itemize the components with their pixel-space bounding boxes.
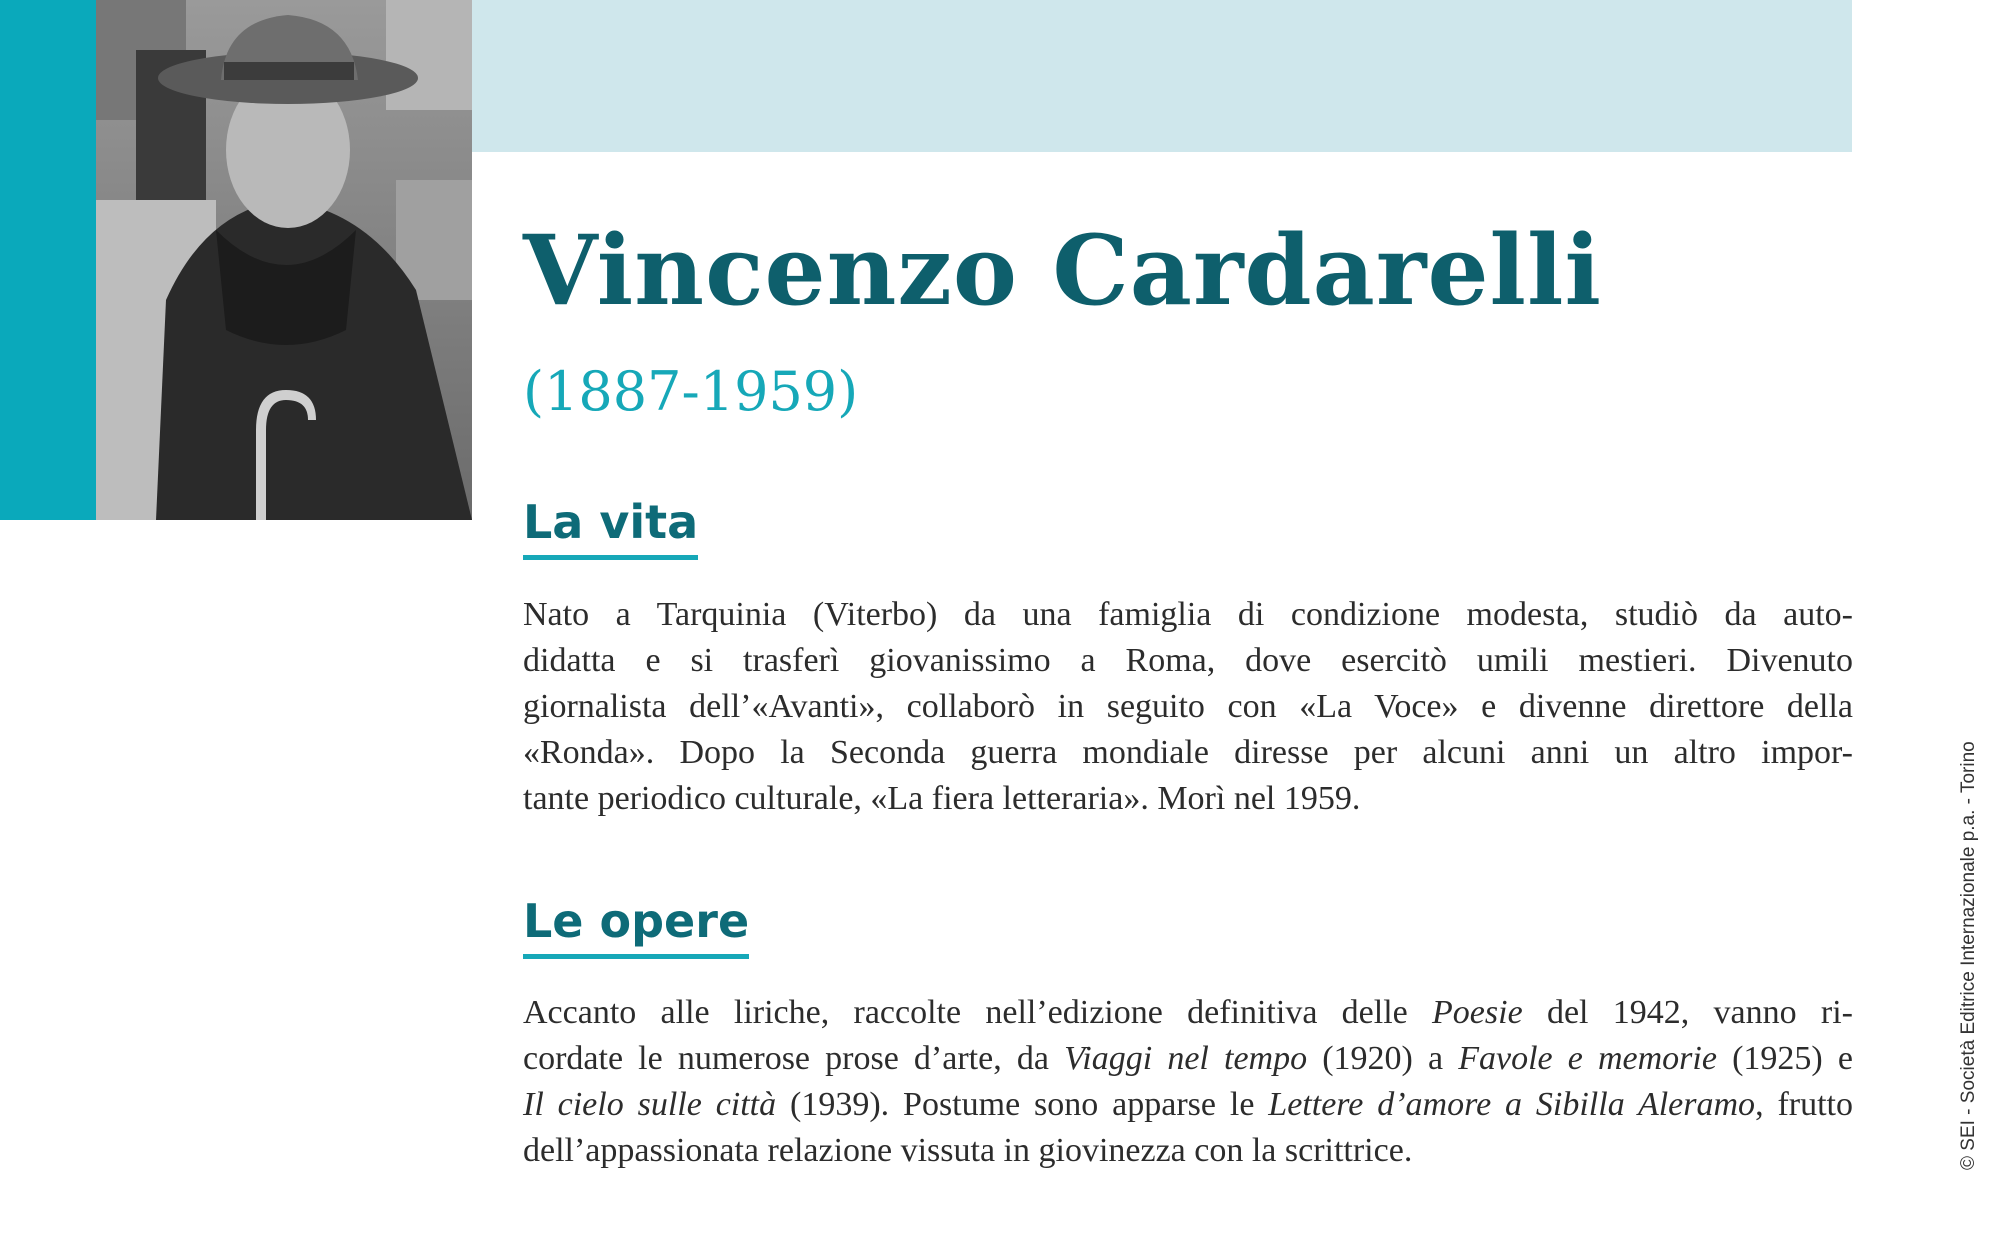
author-dates: (1887-1959)	[523, 360, 859, 423]
text-line: Il cielo sulle città (1939). Postume sono apparse le Lettere d’amore a Sibilla Aleramo, frutto	[523, 1086, 1853, 1123]
text-line: Accanto alle liriche, raccolte nell’edizione definitiva delle Poesie del 1942, vanno ri-	[523, 994, 1853, 1031]
author-name: Vincenzo Cardarelli	[523, 214, 1602, 327]
work-title: Il cielo sulle città	[523, 1086, 777, 1123]
work-title: Poesie	[1432, 994, 1523, 1031]
work-title: Viaggi nel tempo	[1064, 1040, 1308, 1077]
section-text-vita	[523, 592, 1853, 822]
text-line: tante periodico culturale, «La fiera letteraria». Morì nel 1959.	[523, 780, 1361, 817]
section-title-opere: Le opere	[523, 895, 749, 959]
text-line: giornalista dell’«Avanti», collaborò in seguito con «La Voce» e divenne direttore della	[523, 688, 1853, 725]
work-title: Favole e memorie	[1458, 1040, 1717, 1077]
text-line: cordate le numerose prose d’arte, da Viaggi nel tempo (1920) a Favole e memorie (1925) e	[523, 1040, 1853, 1077]
section-text-opere	[523, 990, 1853, 1174]
work-title: Lettere d’amore a Sibilla Aleramo	[1268, 1086, 1756, 1123]
accent-bar	[0, 0, 96, 520]
section-title-vita: La vita	[523, 496, 698, 560]
text-line: Nato a Tarquinia (Viterbo) da una famiglia di condizione modesta, studiò da auto-	[523, 596, 1853, 633]
text-line: «Ronda». Dopo la Seconda guerra mondiale diresse per alcuni anni un altro impor-	[523, 734, 1853, 771]
copyright-notice: © SEI - Società Editrice Internazionale p.a. - Torino	[1958, 741, 1979, 1170]
header-banner	[472, 0, 1852, 152]
text-line: dell’appassionata relazione vissuta in giovinezza con la scrittrice.	[523, 1132, 1413, 1169]
author-photo	[96, 0, 472, 520]
text-line: didatta e si trasferì giovanissimo a Roma, dove esercitò umili mestieri. Divenuto	[523, 642, 1853, 679]
